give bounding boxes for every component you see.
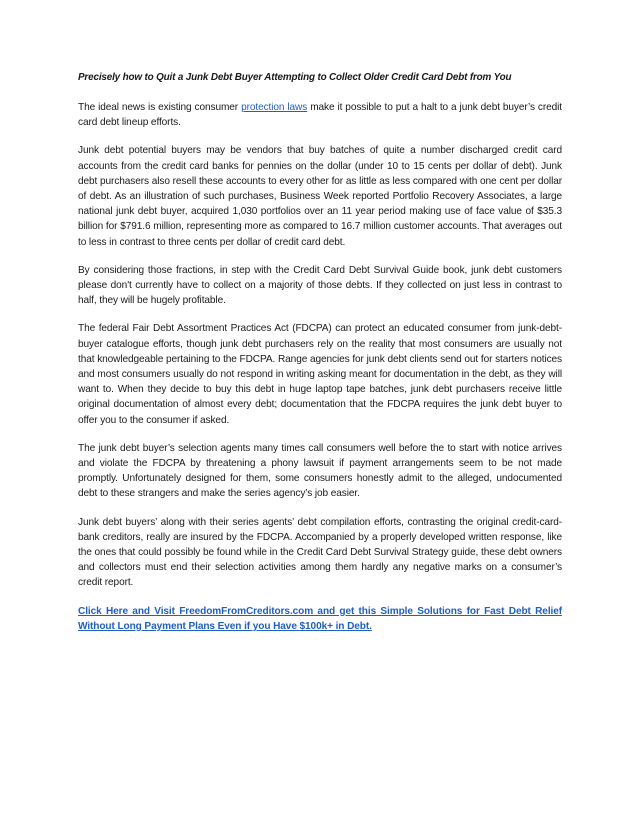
freedom-from-creditors-cta-link[interactable]: Click Here and Visit FreedomFromCreditors.com and get this Simple Solutions for Fast Debt Relief Without Long Payment Plans Even if you Have $100k+ in Debt. [78, 605, 562, 632]
body-paragraph-fractions: By considering those fractions, in step with the Credit Card Debt Survival Guide book, junk debt customers please don't currently have to collect on a majority of those debts. If they collected on just less in contrast to half, they will be hugely profitable. [78, 264, 562, 307]
body-paragraph-junk-debt-buyers: Junk debt potential buyers may be vendors that buy batches of quite a number discharged credit card accounts from the credit card banks for pennies on the dollar (under 10 to 15 cents per dollar of debt). Junk debt purchasers also resell these accounts to every other for as little as less compared with one cent per dollar of debt. As an illustration of such purchases, Business Week reported Portfolio Recovery Associates, a large national junk debt buyer, acquired 1,030 portfolios over an 11 year period making use of face value of $35.3 billion for $791.6 million, representing more as compared to 16.7 million customer accounts. That averages out to less in contrast to three cents per dollar of credit card debt. [78, 145, 562, 248]
document-title: Precisely how to Quit a Junk Debt Buyer Attempting to Collect Older Credit Card Debt from You [78, 72, 512, 83]
body-paragraph-compilation-efforts: Junk debt buyers’ along with their series agents’ debt compilation efforts, contrasting the original credit-card-bank creditors, really are insured by the FDCPA. Accompanied by a properly developed written response, like the ones that could possibly be found while in the Credit Card Debt Survival Strategy guide, these debt owners and collectors must end their selection activities among them hardly any negative marks on a consumer’s credit report. [78, 516, 562, 589]
intro-text-after-link: make it possible to put a halt to a junk debt buyer’s credit card debt lineup efforts. [78, 102, 563, 129]
intro-text-before-link: The ideal news is existing consumer [78, 102, 242, 113]
body-paragraph-selection-agents: The junk debt buyer’s selection agents many times call consumers well before the to start with notice arrives and violate the FDCPA by threatening a phony lawsuit if payment arrangements seem to be not made promptly. Unfortunately designed for them, some consumers honestly admit to the alleged, undocumented debt to these strangers and make the series agency’s job easier. [78, 442, 562, 500]
protection-laws-link[interactable]: protection laws [241, 102, 308, 113]
document-page [78, 71, 562, 634]
intro-paragraph [78, 100, 562, 130]
body-paragraph-fdcpa: The federal Fair Debt Assortment Practices Act (FDCPA) can protect an educated consumer from junk-debt-buyer catalogue efforts, though junk debt purchasers rely on the reality that most consumers are usually not that knowledgeable pertaining to the FDCPA. Range agencies for junk debt clients send out for starters notices and most consumers usually do not respond in writing asking meant for documentation in the debt, as they will want to. When they decide to buy this debt in huge laptop tape batches, junk debt purchasers receive little original documentation of almost every debt; documentation that the FDCPA requires the junk debt buyer to offer you to the consumer if asked. [78, 323, 562, 426]
